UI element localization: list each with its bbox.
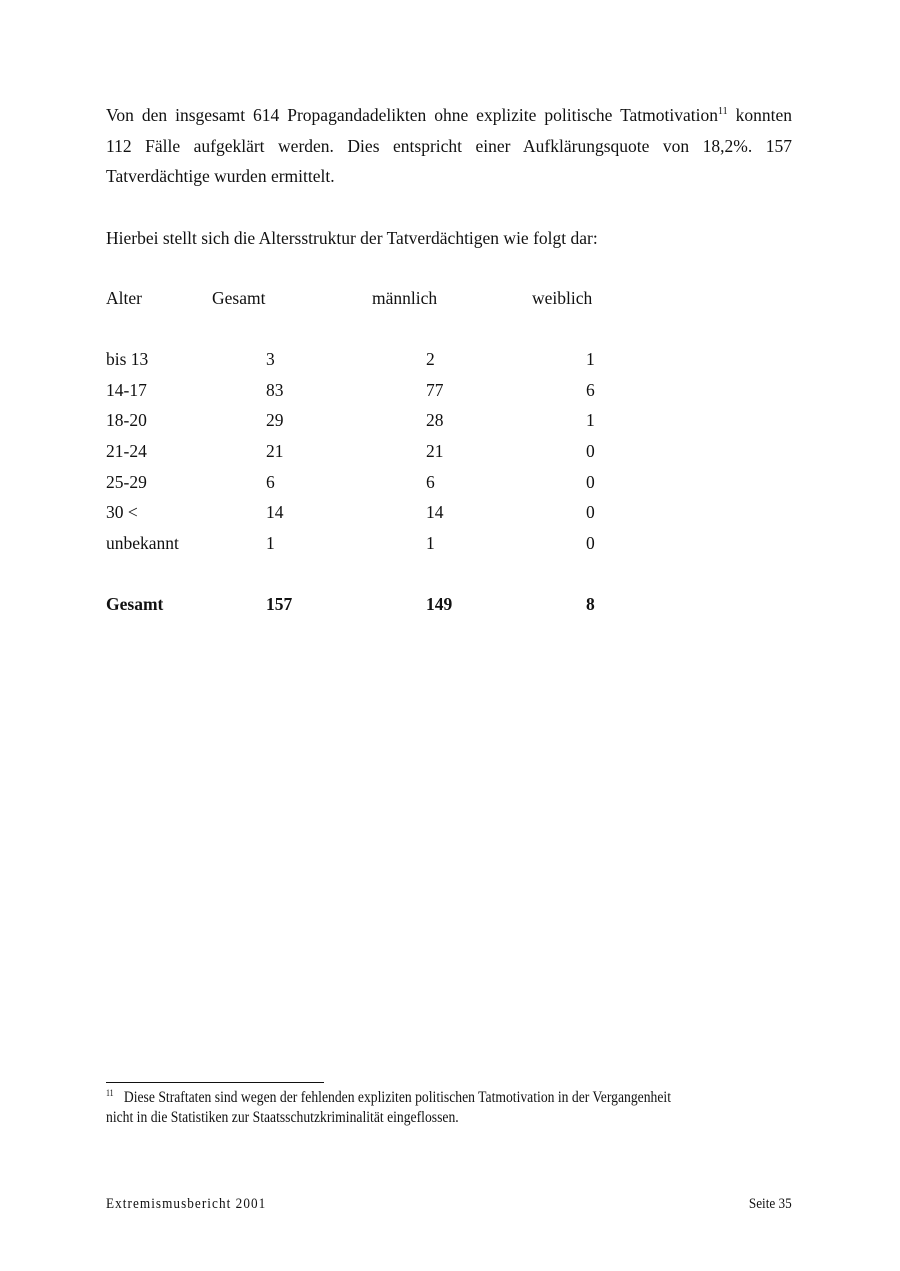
row-age: 18-20: [106, 410, 147, 430]
footnote-number: 11: [106, 1087, 114, 1098]
intro-line-3: Tatverdächtige wurden ermittelt.: [106, 166, 335, 186]
footnote-separator: [106, 1082, 324, 1083]
row-female: 0: [586, 533, 595, 553]
row-total: 14: [266, 502, 284, 522]
row-female: 1: [586, 349, 595, 369]
row-male: 1: [426, 533, 435, 553]
row-total: 29: [266, 410, 284, 430]
row-male: 14: [426, 502, 444, 522]
page-number: Seite 35: [749, 1196, 792, 1212]
row-total: 3: [266, 349, 275, 369]
row-female: 6: [586, 380, 595, 400]
header-maennlich: männlich: [372, 288, 438, 308]
footnote-line-1: $^{11}$ Diese Straftaten sind wegen der fehlenden expliziten politischen Tatmotivation in der Vergangenheit: [106, 1087, 672, 1106]
row-male: 28: [426, 410, 444, 430]
footnote-line-2: nicht in die Statistiken zur Staatsschutzkriminalität eingeflossen.: [106, 1109, 459, 1126]
row-age: bis 13: [106, 349, 149, 369]
row-total: 6: [266, 472, 275, 492]
footnote-reference: 11: [718, 106, 728, 118]
row-female: 0: [586, 441, 595, 461]
row-female: 0: [586, 472, 595, 492]
header-weiblich: weiblich: [532, 288, 593, 308]
row-age: unbekannt: [106, 533, 179, 553]
row-male: 2: [426, 349, 435, 369]
row-female: 0: [586, 502, 595, 522]
total-label: Gesamt: [106, 594, 164, 614]
row-total: 21: [266, 441, 284, 461]
total-weiblich: 8: [586, 594, 595, 614]
row-age: 30 <: [106, 502, 138, 522]
total-gesamt: 157: [266, 594, 293, 614]
row-male: 6: [426, 472, 435, 492]
intro-line-2: 112 Fälle aufgeklärt werden. Dies entspricht einer Aufklärungsquote von 18,2%. 157: [106, 135, 792, 156]
total-maennlich: 149: [426, 594, 453, 614]
header-alter: Alter: [106, 288, 142, 308]
row-age: 25-29: [106, 472, 147, 492]
row-male: 77: [426, 380, 444, 400]
table-intro-paragraph: Hierbei stellt sich die Altersstruktur der Tatverdächtigen wie folgt dar:: [106, 228, 598, 248]
row-total: 1: [266, 533, 275, 553]
intro-line-1: Von den insgesamt 614 Propagandadelikten ohne explizite politische Tatmotivation$^{11}$ konnten: [106, 105, 792, 125]
header-gesamt: Gesamt: [212, 288, 266, 308]
row-age: 21-24: [106, 441, 147, 461]
row-total: 83: [266, 380, 284, 400]
row-male: 21: [426, 441, 444, 461]
footer-title: Extremismusbericht 2001: [106, 1196, 267, 1212]
row-female: 1: [586, 410, 595, 430]
intro-paragraph: [106, 100, 792, 192]
footnote: [106, 1088, 796, 1128]
row-age: 14-17: [106, 380, 147, 400]
